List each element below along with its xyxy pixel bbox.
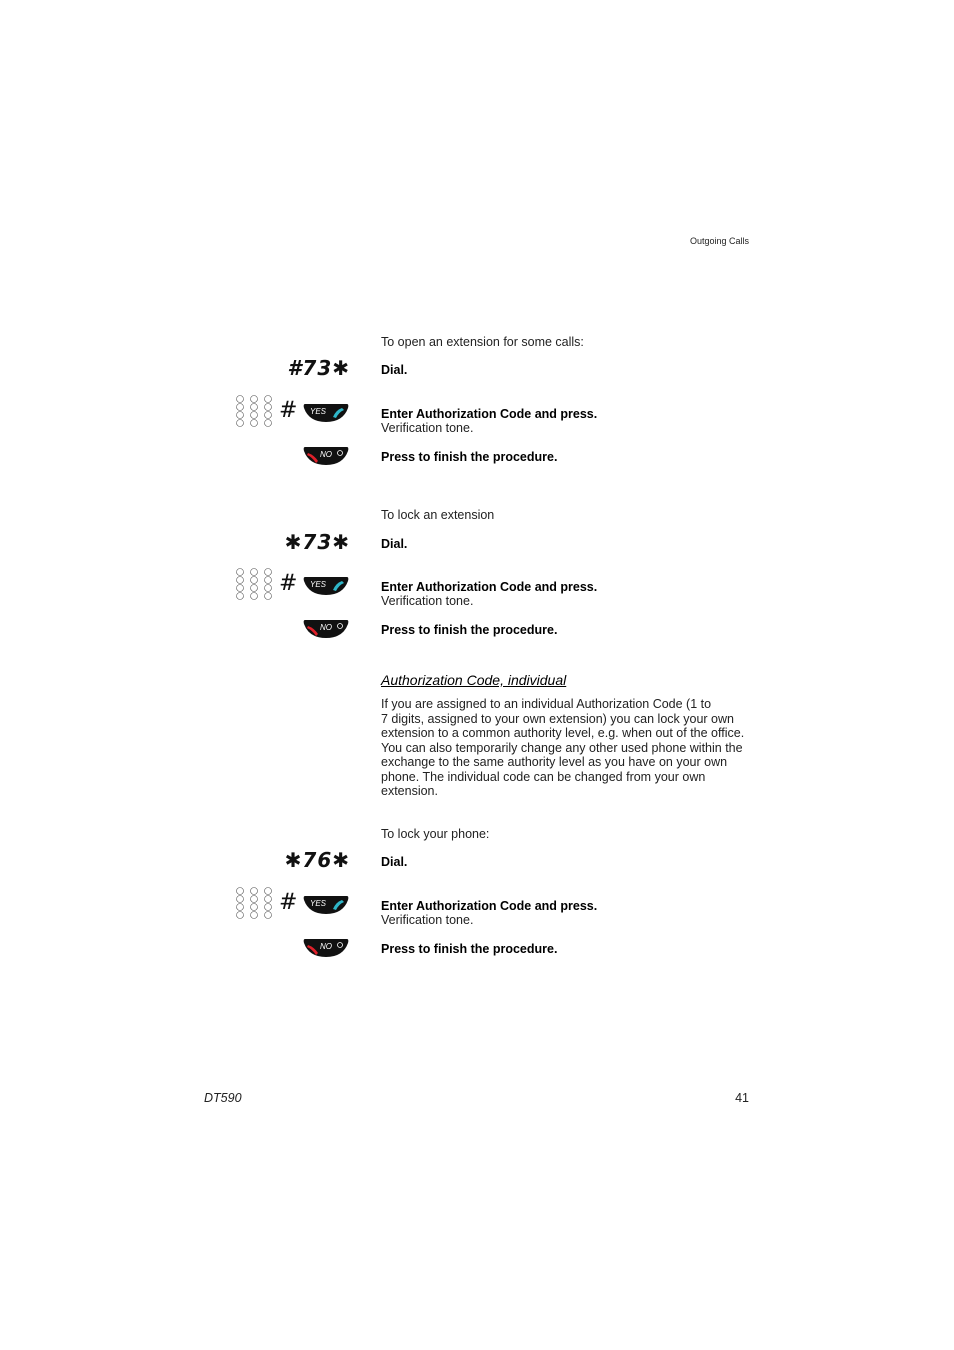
dial-instruction: Dial. (381, 537, 408, 551)
svg-text:YES: YES (310, 899, 327, 908)
section-paragraph (381, 697, 749, 799)
svg-text:NO: NO (320, 450, 332, 459)
dial-code: #73✱ (287, 356, 350, 380)
paragraph-line: phone. The individual code can be changed from your own (381, 769, 706, 784)
svg-text:NO: NO (320, 623, 332, 632)
svg-text:YES: YES (310, 407, 327, 416)
hash-key: # (279, 890, 298, 915)
verification-tone: Verification tone. (381, 421, 474, 435)
paragraph-line: If you are assigned to an individual Authorization Code (1 to (381, 697, 712, 711)
no-key-icon (303, 937, 349, 959)
dial-code: ✱76✱ (284, 848, 350, 872)
enter-code-instruction: Enter Authorization Code and press. (381, 407, 598, 421)
running-header: Outgoing Calls (689, 236, 749, 246)
finish-instruction: Press to finish the procedure. (381, 623, 558, 637)
section-heading: Authorization Code, individual (381, 672, 567, 688)
yes-key-icon (303, 575, 349, 597)
keypad-icon (235, 887, 275, 921)
dial-instruction: Dial. (381, 363, 408, 377)
no-key-icon (303, 618, 349, 640)
no-key-icon (303, 445, 349, 467)
dial-instruction: Dial. (381, 855, 408, 869)
procedure-intro: To open an extension for some calls: (381, 335, 584, 349)
verification-tone: Verification tone. (381, 594, 474, 608)
keypad-icon (235, 568, 275, 602)
paragraph-line: 7 digits, assigned to your own extension) you can lock your own (381, 711, 734, 726)
yes-key-icon (303, 894, 349, 916)
footer-model: DT590 (204, 1091, 242, 1105)
hash-key: # (279, 398, 298, 423)
paragraph-line: You can also temporarily change any other used phone within the (381, 740, 743, 755)
paragraph-line: extension. (381, 784, 438, 798)
enter-code-instruction: Enter Authorization Code and press. (381, 899, 598, 913)
finish-instruction: Press to finish the procedure. (381, 942, 558, 956)
yes-key-icon (303, 402, 349, 424)
svg-text:NO: NO (320, 942, 332, 951)
procedure-intro: To lock an extension (381, 508, 495, 522)
hash-key: # (279, 571, 298, 596)
paragraph-line: extension to a common authority level, e.g. when out of the office. (381, 726, 745, 740)
finish-instruction: Press to finish the procedure. (381, 450, 558, 464)
procedure-intro: To lock your phone: (381, 827, 490, 841)
enter-code-instruction: Enter Authorization Code and press. (381, 580, 598, 594)
dial-code: ✱73✱ (284, 530, 350, 554)
svg-text:YES: YES (310, 580, 327, 589)
keypad-icon (235, 395, 275, 429)
verification-tone: Verification tone. (381, 913, 474, 927)
page-number: 41 (735, 1091, 749, 1105)
paragraph-line: exchange to the same authority level as you have on your own (381, 755, 728, 769)
